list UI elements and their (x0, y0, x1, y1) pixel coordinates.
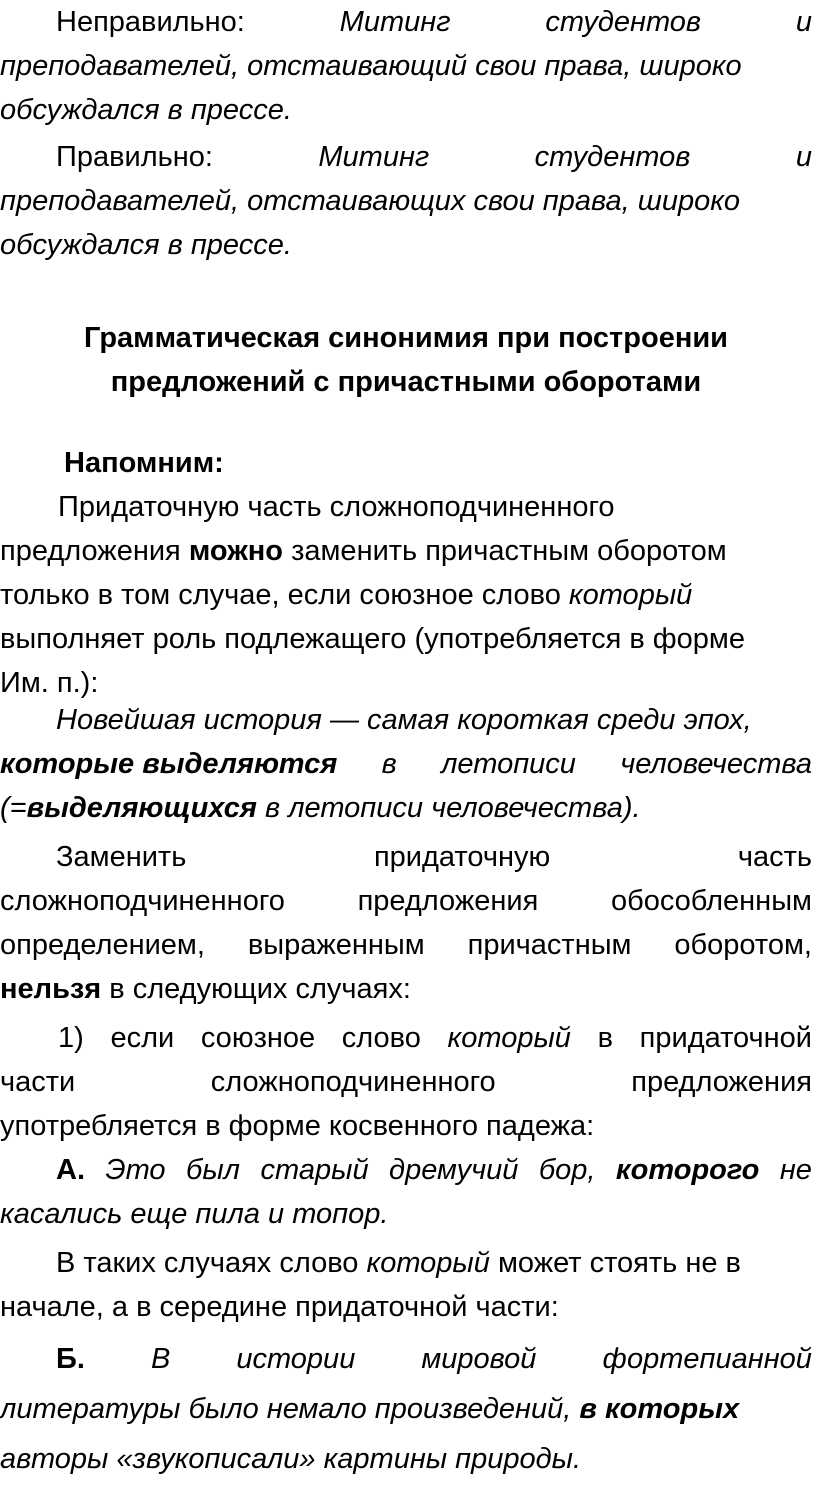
text-run: может стоять не в (489, 1247, 741, 1279)
example-word: не (779, 1154, 812, 1186)
list-number: 1) (58, 1022, 84, 1054)
text-run: только в том случае, если союзное слово (0, 579, 569, 611)
example-word: человечества (620, 748, 812, 780)
section-heading-line-1: Грамматическая синонимия при построении (83, 322, 728, 354)
example-right-line-3 (0, 223, 812, 267)
example-b-line-1 (0, 1337, 812, 1381)
text-run: заменить причастным оборотом (283, 535, 727, 567)
right-label: Правильно: (56, 141, 213, 173)
example-right-line-2 (0, 179, 812, 223)
wrong-word: студентов (545, 6, 702, 38)
case-1-line-2 (0, 1060, 812, 1104)
wrong-word: Митинг (339, 6, 451, 38)
note-line-2: начале, а в середине придаточной части: (0, 1291, 559, 1323)
example-b-line-2 (0, 1387, 812, 1431)
cases-line-1 (0, 835, 812, 879)
cases-line-4 (0, 967, 812, 1011)
word: оборотом, (674, 929, 812, 961)
wrong-text: обсуждался в прессе. (0, 94, 292, 126)
example-word: истории (236, 1343, 356, 1375)
bold-italic-text: которые выделяются (0, 748, 338, 780)
reminder-title: Напомним: (64, 447, 224, 479)
word: в (597, 1022, 613, 1054)
word: обособленным (610, 885, 812, 917)
example-text: в летописи человечества). (256, 792, 641, 824)
reminder-text-line-1: Придаточную часть сложноподчиненного (58, 491, 615, 523)
word: придаточную (373, 841, 551, 873)
emphasis-text: можно (188, 535, 284, 567)
cases-line-3 (0, 923, 812, 967)
example-text: касались еще пила и топор. (0, 1198, 389, 1230)
wrong-label: Неправильно: (56, 6, 245, 38)
word: сложноподчиненного (210, 1066, 496, 1098)
word: Заменить (56, 841, 187, 873)
example-text: (= (0, 792, 27, 824)
reminder-text-line-3 (0, 573, 812, 617)
emphasis-text: нельзя (0, 973, 102, 1005)
bold-italic-text: которого (615, 1154, 760, 1186)
word: союзное (200, 1022, 316, 1054)
example-word: Это (105, 1154, 166, 1186)
word: причастным (467, 929, 632, 961)
text-run: в следующих случаях: (101, 973, 411, 1005)
example-text: литературы было немало произведений, (0, 1393, 580, 1425)
example-a-line-1 (0, 1148, 812, 1192)
example-word: старый (260, 1154, 369, 1186)
text-run: предложения (0, 535, 189, 567)
right-word: и (795, 141, 812, 173)
word: придаточной (639, 1022, 812, 1054)
reminder-example-line-2 (0, 742, 812, 786)
reminder-example-line-3 (0, 786, 812, 830)
wrong-word: и (795, 6, 812, 38)
right-word: Митинг (318, 141, 430, 173)
reminder-text-line-2 (0, 529, 812, 573)
example-label: Б. (56, 1343, 85, 1375)
word: выраженным (247, 929, 425, 961)
italic-term: который (568, 579, 693, 611)
example-wrong-line-2 (0, 44, 812, 88)
example-text: авторы «звукописали» картины природы. (0, 1443, 582, 1475)
word: предложения (631, 1066, 812, 1098)
case-1-line-3: употребляется в форме косвенного падежа: (0, 1110, 595, 1142)
right-text: обсуждался в прессе. (0, 229, 292, 261)
text-run: В таких случаях слово (56, 1247, 367, 1279)
example-word: В (150, 1343, 171, 1375)
right-text: преподавателей, отстаивающих свои права, широко (0, 185, 741, 217)
example-word: мировой (421, 1343, 537, 1375)
example-wrong-line-1 (0, 0, 812, 44)
word: предложения (357, 885, 539, 917)
word: часть (737, 841, 812, 873)
word: слово (341, 1022, 421, 1054)
wrong-text: преподавателей, отстаивающий свои права, широко (0, 50, 742, 82)
section-heading-line-2: предложений с причастными оборотами (110, 366, 702, 398)
example-wrong-line-3 (0, 88, 812, 132)
word: определением, (0, 929, 205, 961)
example-word: был (186, 1154, 241, 1186)
italic-term: который (366, 1247, 490, 1279)
example-right-line-1 (0, 135, 812, 179)
case-1-line-1 (0, 1016, 812, 1060)
example-word: бор, (538, 1154, 596, 1186)
reminder-text-line-5: Им. п.): (0, 667, 99, 699)
word: если (110, 1022, 175, 1054)
bold-italic-text: выделяющихся (26, 792, 257, 824)
word: сложноподчиненного (0, 885, 285, 917)
example-word: в (381, 748, 397, 780)
cases-line-2 (0, 879, 812, 923)
bold-italic-text: в которых (579, 1393, 740, 1425)
example-label: А. (56, 1154, 85, 1186)
example-text: Новейшая история — самая короткая среди эпох, (56, 704, 752, 736)
right-word: студентов (534, 141, 691, 173)
note-line-1 (0, 1241, 816, 1285)
reminder-example-line-1 (0, 698, 816, 742)
example-word: летописи (441, 748, 576, 780)
example-word: дремучий (389, 1154, 519, 1186)
example-b-line-3 (0, 1437, 812, 1481)
example-word: фортепианной (602, 1343, 812, 1375)
word: части (0, 1066, 76, 1098)
reminder-text-line-4: выполняет роль подлежащего (употребляется в форме (0, 623, 745, 655)
italic-term: который (447, 1022, 571, 1054)
example-a-line-2 (0, 1192, 812, 1236)
